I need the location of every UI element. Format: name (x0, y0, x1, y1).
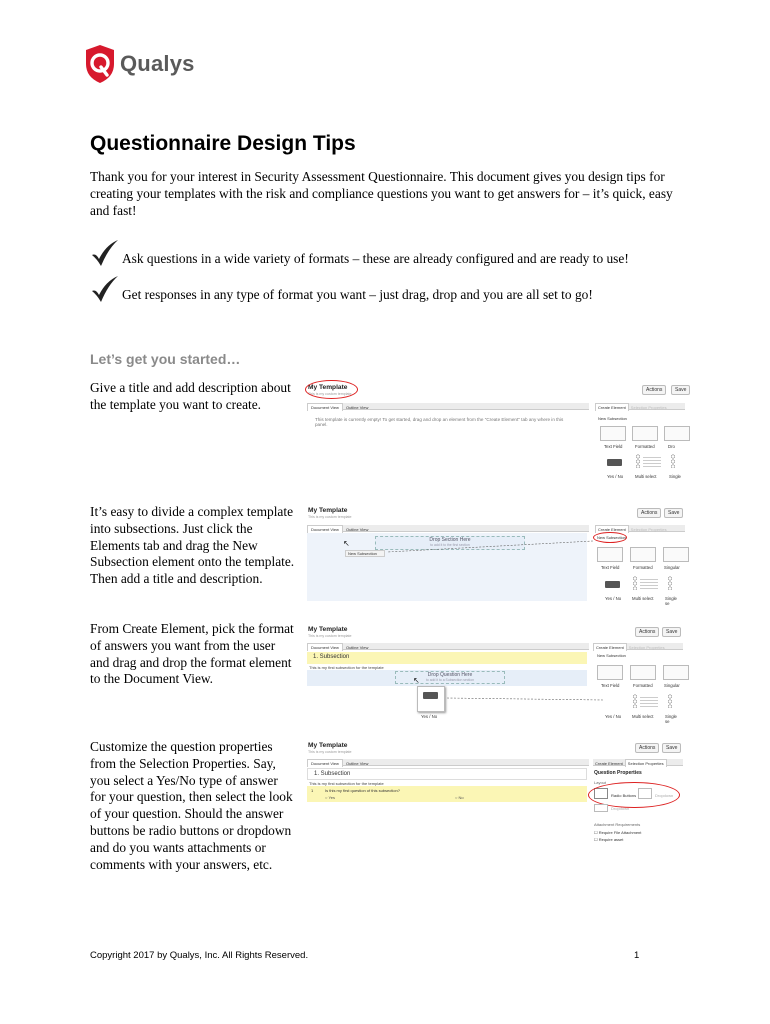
dropdown-element (663, 665, 689, 680)
option-no: No (458, 795, 464, 800)
singular-label: Singular (664, 683, 680, 688)
tab-selection-properties: Selection Properties (630, 405, 667, 410)
checklist-item (90, 251, 629, 267)
question-text: Is this my first question of this subsection? (325, 788, 400, 793)
tab-document-view: Document View (307, 525, 343, 533)
subsection-desc: This is my first subsection for the template (309, 781, 384, 786)
require-asset-option: Require asset (598, 837, 624, 842)
multi-select-label: Multi select (632, 596, 654, 601)
yes-no-icon (605, 581, 620, 588)
dropdown-element (663, 547, 689, 562)
element-tabs (593, 643, 683, 650)
question-properties-heading: Question Properties (594, 770, 642, 776)
text-field-element (597, 665, 623, 680)
checklist-text: Get responses in any type of format you want – just drag, drop and you are all set to go! (122, 287, 593, 302)
dropdown-label: Dro (668, 444, 675, 449)
drop-section-sub: to add it to the first section (430, 543, 470, 547)
checkbox-icon (632, 694, 638, 708)
layout-label: Layout (594, 780, 607, 785)
singular-label: Singular (664, 565, 680, 570)
checklist-text: Ask questions in a wide variety of formats – these are already configured and are ready to use! (122, 251, 629, 266)
formatted-label: Formatted (633, 565, 653, 570)
checkmark-icon (90, 239, 120, 267)
text-field-label: Text Field (604, 444, 623, 449)
tab-outline-view: Outline View (345, 645, 369, 650)
multi-select-label: Multi select (635, 474, 657, 479)
tab-selection-properties: Selection Properties (625, 759, 667, 767)
doc-tabs (307, 759, 589, 766)
yes-no-icon (607, 459, 622, 466)
drop-section-label: Drop Section Here (429, 537, 471, 543)
tab-outline-view: Outline View (345, 405, 369, 410)
radio-icon (667, 576, 673, 590)
tab-create-element: Create Element (595, 403, 629, 411)
subsection-header: 1. Subsection (307, 652, 587, 664)
radio-icon (670, 454, 676, 468)
drag-arrow (385, 539, 595, 555)
actions-button: Actions (642, 385, 666, 395)
element-tabs (593, 759, 683, 766)
tab-selection-properties: Selection Properties (630, 527, 667, 532)
tab-document-view: Document View (307, 759, 343, 767)
cursor-icon: ↖ (413, 676, 420, 685)
checkmark-icon (90, 275, 120, 303)
template-desc: This is my custom template (308, 392, 352, 396)
single-select-label: Single se (665, 596, 677, 606)
dropdown-option-label: Dropdown (611, 806, 630, 811)
screenshot-drop-question (305, 624, 680, 724)
dropdown-preview (594, 804, 608, 812)
footer-copyright: Copyright 2017 by Qualys, Inc. All Rights Reserved. (90, 950, 309, 961)
checkbox-icon (635, 454, 641, 468)
doc-tabs (307, 643, 589, 650)
step-4-text: Customize the question properties from the Selection Properties. Say, you select a Yes/No type of answer for your question, then select the look of your question. Should the answer buttons be radio buttons or dropdown and do you wants attachments or comments with your answers, etc. (90, 739, 293, 872)
tab-create-element: Create Element (595, 525, 629, 533)
actions-button: Actions (635, 627, 659, 637)
page-title: Questionnaire Design Tips (90, 132, 356, 155)
single-select-label: Single se (665, 714, 677, 724)
tab-document-view: Document View (307, 403, 343, 411)
tab-selection-properties: Selection Properties (628, 645, 665, 650)
step-1-text: Give a title and add description about the template you want to create. (90, 380, 291, 412)
yes-no-label: Yes / No (607, 474, 624, 479)
actions-button: Actions (635, 743, 659, 753)
subsection-header: 1. Subsection (307, 768, 587, 780)
formatted-element (632, 426, 658, 441)
template-title: My Template (308, 384, 348, 391)
cursor-icon: ↖ (343, 539, 350, 548)
single-label: Single (669, 474, 681, 479)
screenshot-subsection (305, 505, 680, 605)
tab-outline-view: Outline View (345, 761, 369, 766)
new-subsection-label: New Subsection (597, 653, 626, 658)
page-number: 1 (634, 950, 640, 961)
actions-button: Actions (637, 508, 661, 518)
dropdown-label: Dropdown (655, 793, 674, 798)
qualys-logo (84, 44, 195, 84)
question-number: 1 (311, 788, 314, 793)
dragged-element-label: Yes / No (421, 714, 438, 719)
text-field-label: Text Field (601, 565, 620, 570)
drop-question-sub: to add it to a Subsection section (425, 678, 475, 682)
template-desc: This is my custom template (308, 750, 352, 754)
text-field-element (600, 426, 626, 441)
highlight-oval (305, 380, 358, 399)
new-subsection-label: New Subsection (598, 416, 627, 421)
section-heading: Let’s get you started… (90, 351, 241, 367)
qualys-shield-icon (84, 44, 116, 84)
checklist-item (90, 287, 593, 303)
tab-create-element: Create Element (595, 761, 623, 766)
save-button: Save (671, 385, 690, 395)
new-subsection-label: New Subsection (597, 535, 626, 540)
subsection-desc: This is my first subsection for the template (309, 665, 384, 670)
empty-message: This template is currently empty! To get started, drag and drop an element from the "Create Element" tab any where in this panel. (315, 417, 564, 427)
yes-no-icon (423, 692, 438, 699)
checkbox-icon (632, 576, 638, 590)
drag-arrow (445, 672, 605, 702)
template-desc: This is my custom template (308, 634, 352, 638)
formatted-label: Formatted (635, 444, 655, 449)
template-title: My Template (308, 626, 348, 633)
attachment-heading: Attachment Requirements (594, 822, 641, 827)
text-field-element (597, 547, 623, 562)
dragged-element (417, 686, 445, 712)
save-button: Save (664, 508, 683, 518)
screenshot-question-properties: My Template This is my custom template Actions Save Document View Outline View Create Element Selection Properties 1. Subsection This is my first subsection for the template 1 Is this my first question of this subsection? ○ Yes ○ No Question Properties Layout Radio Buttons Dropdown Dropdown Attachment Requirements ☐ Require File Attachment ☐ Require asset (305, 740, 680, 852)
text-field-label: Text Field (601, 683, 620, 688)
template-title: My Template (308, 742, 348, 749)
tab-document-view: Document View (307, 643, 343, 651)
question-row: 1 Is this my first question of this subsection? ○ Yes ○ No (307, 786, 587, 802)
radio-buttons-label: Radio Buttons (611, 793, 637, 798)
template-title: My Template (308, 507, 348, 514)
dropdown-element (664, 426, 690, 441)
template-desc: This is my custom template (308, 515, 352, 519)
element-tabs (595, 403, 685, 410)
lines-icon (640, 695, 658, 708)
doc-tabs (307, 525, 589, 532)
tab-create-element: Create Element (593, 643, 627, 651)
step-3-text: From Create Element, pick the format of answers you want from the user and drag and drop the format element to the Document View. (90, 621, 294, 687)
formatted-element (630, 665, 656, 680)
brand-name: Qualys (120, 51, 195, 76)
require-file-option: Require File Attachment (598, 830, 642, 835)
save-button: Save (662, 743, 681, 753)
radio-icon (667, 694, 673, 708)
yes-no-label: Yes / No (605, 596, 622, 601)
step-2-text: It’s easy to divide a complex template into subsections. Just click the Elements tab and drag the New Subsection element onto the template. Then add a title and description. (90, 504, 295, 587)
formatted-label: Formatted (633, 683, 653, 688)
dragged-subsection: New Subsection (345, 550, 385, 557)
yes-no-label: Yes / No (605, 714, 622, 719)
lines-icon (643, 455, 661, 468)
multi-select-label: Multi select (632, 714, 654, 719)
tab-outline-view: Outline View (345, 527, 369, 532)
drop-question-label: Drop Question Here (427, 672, 473, 678)
doc-tabs (307, 403, 589, 410)
screenshot-template-title (305, 382, 687, 482)
save-button: Save (662, 627, 681, 637)
element-tabs (595, 525, 685, 532)
formatted-element (630, 547, 656, 562)
lines-icon (640, 577, 658, 590)
intro-paragraph: Thank you for your interest in Security Assessment Questionnaire. This document gives you design tips for creating your templates with the risk and compliance questions you want to get answers for – it’s quick, easy and fast! (90, 169, 673, 218)
option-yes: Yes (328, 795, 335, 800)
